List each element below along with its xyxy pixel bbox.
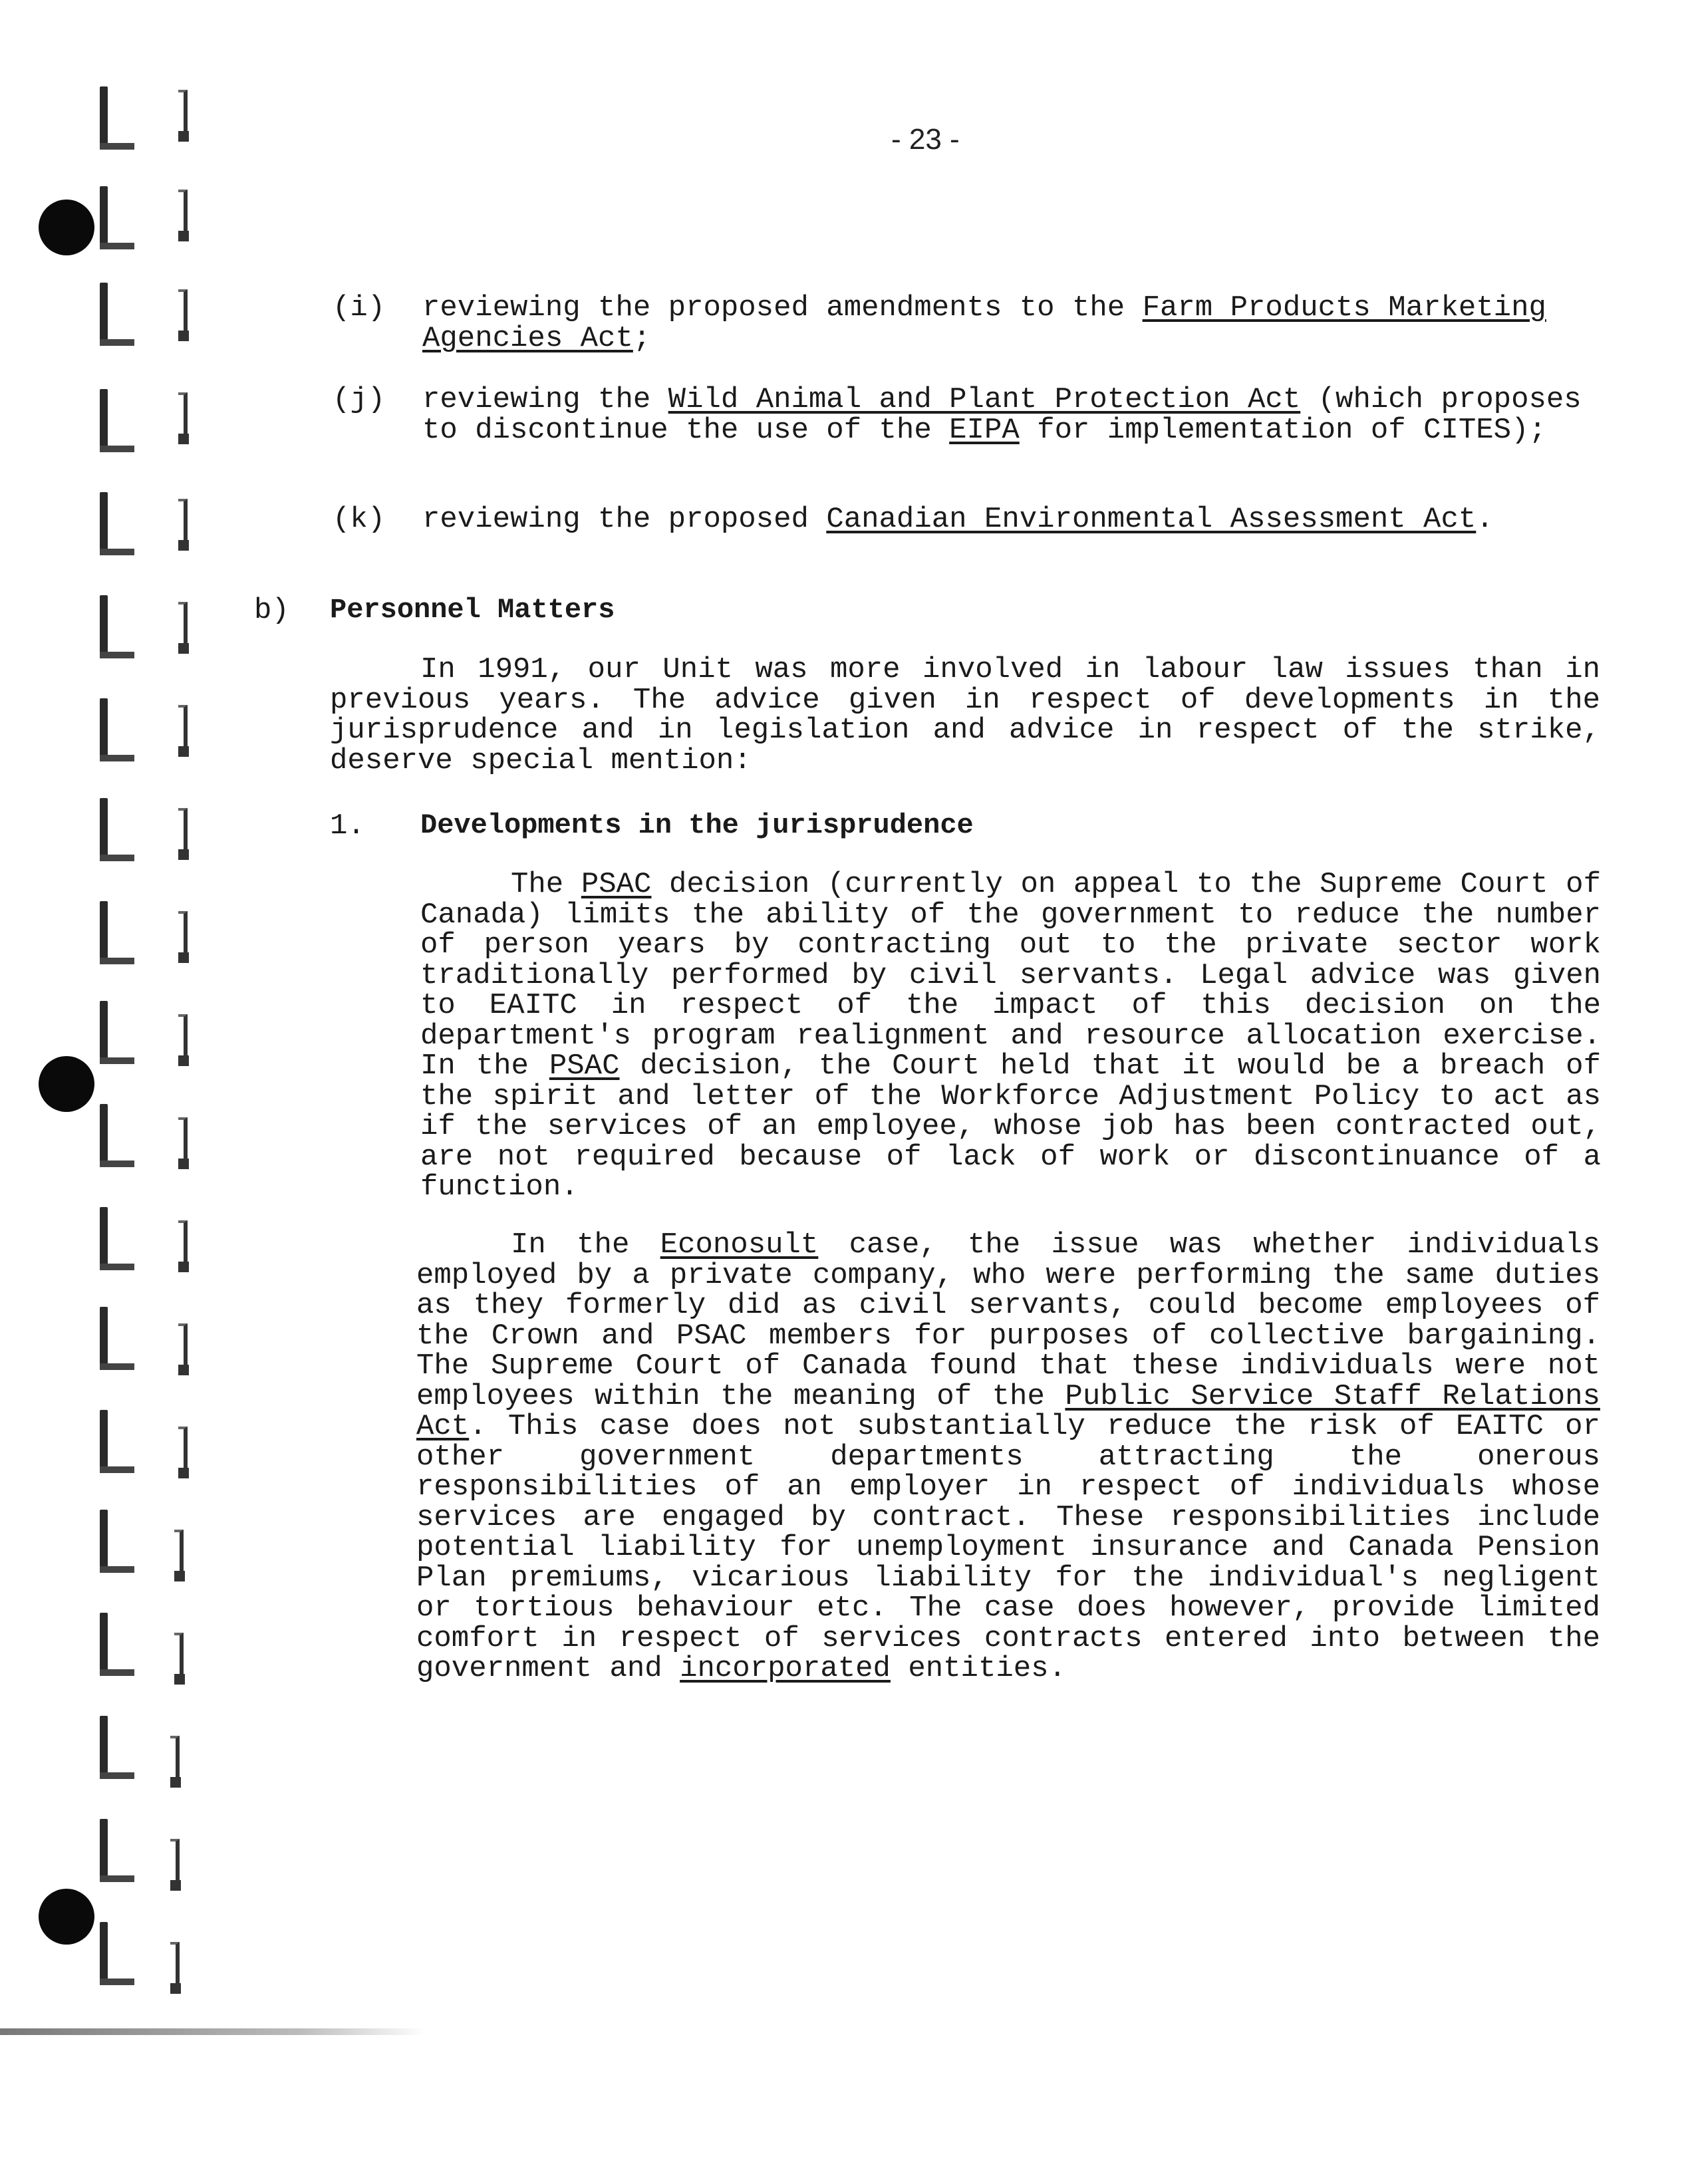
emphasis-incorporated: incorporated [680,1652,891,1685]
paragraph-text: . This case does not substantially reduce the risk of EAITC or other government departments attracting the onerous responsibilities of an employer in respect of individuals whose services are engaged by contract. These responsibilities include potential liability for unemployment insurance and Canada Pension Plan premiums, vicarious liability for the individual's negligent or tortious behaviour etc. The case does however, provide limited comfort in respect of services contracts entered into between the government and [416,1410,1600,1685]
binder-ring-right [178,911,188,954]
list-marker: (j) [333,383,386,416]
binder-ring-right [178,1014,188,1057]
binder-ring-right [174,1633,184,1675]
section-label: b) [254,594,289,627]
list-item-text [422,504,1603,535]
binder-ring-left [100,1001,108,1064]
intro-text: In 1991, our Unit was more involved in labour law issues than in previous years. The advice given in respect of developments in the jurisprudence and in legislation and advice in respect of the strike, deserve special mention: [330,653,1600,777]
list-item-text [422,293,1603,354]
punch-hole-middle [39,1056,94,1112]
binder-ring-left [100,283,108,346]
binder-ring-right [170,1736,180,1778]
paragraph-text: In the [511,1228,660,1262]
binder-ring-right [178,190,188,232]
act-abbreviation: EIPA [949,414,1020,447]
binder-ring-right [178,705,188,748]
binder-ring-right [170,1839,180,1881]
binder-ring-right [178,289,188,332]
case-name-econosult: Econosult [660,1228,819,1262]
list-text: reviewing the proposed amendments to the [422,291,1143,325]
list-text-suffix: . [1476,503,1494,536]
paragraph-text: entities. [890,1652,1066,1685]
list-text: reviewing the proposed [422,503,827,536]
binder-ring-left [100,1104,108,1167]
binder-ring-left [100,86,108,150]
binder-ring-right [178,808,188,851]
act-title: Public Service Staff Relations Act [416,1379,1600,1443]
binder-ring-right [178,499,188,541]
binder-ring-left [100,698,108,761]
binder-ring-right [178,1117,188,1160]
binder-ring-left [100,1819,108,1882]
binder-margin [0,0,219,2062]
binder-ring-left [100,1307,108,1370]
punch-hole-bottom [39,1889,94,1945]
binder-ring-left [100,389,108,452]
binder-ring-right [178,90,188,132]
binder-ring-right [178,392,188,435]
binder-ring-left [100,1510,108,1573]
binder-ring-right [178,1323,188,1366]
paragraph-text: case, the issue was whether individuals employed by a private company, who were performing the same duties as they formerly did as civil servants, could become employees of the Crown and PSAC members for purposes of collective bargaining. The Supreme Court of Canada found that these individuals were not employees within the meaning of the [416,1228,1600,1413]
binder-ring-left [100,1207,108,1270]
paragraph-text: decision, the Court held that it would be a breach of the spirit and letter of the Workforce Adjustment Policy to act as if the services of an employee, whose job has been contracted out, are not required because of lack of work or discontinuance of a function. [420,1049,1601,1204]
binder-ring-left [100,1716,108,1779]
act-title: Wild Animal and Plant Protection Act [668,383,1301,416]
list-text: reviewing the [422,383,668,416]
binder-ring-right [178,1427,188,1469]
list-text-suffix: for implementation of CITES); [1019,414,1546,447]
binder-ring-left [100,492,108,555]
act-title: Canadian Environmental Assessment Act [826,503,1477,536]
section-title: Personnel Matters [330,594,615,626]
page-number: - 23 - [891,123,960,156]
paragraph-text: decision (currently on appeal to the Supreme Court of Canada) limits the ability of the government to reduce the number of person years by contracting out to the private sector work traditionally performed by civil servants. Legal advice was given to EAITC in respect of the impact of this decision on the department's program realignment and resource allocation exercise. In the [420,868,1601,1083]
binder-ring-left [100,1613,108,1676]
paragraph-econosult [416,1230,1600,1685]
binder-ring-left [100,1922,108,1985]
paragraph-psac [420,870,1601,1203]
list-text-suffix: ; [633,322,651,355]
binder-ring-right [178,1220,188,1263]
case-name-psac: PSAC [549,1049,620,1083]
act-title: Farm Products Marketing Agencies Act [422,291,1546,355]
punch-hole-top [39,200,94,255]
binder-ring-left [100,901,108,964]
subsection-label: 1. [330,809,365,843]
binder-ring-left [100,1410,108,1473]
section-intro [330,655,1600,776]
list-text-middle: (which proposes to discontinue the use of the [422,383,1582,447]
case-name-psac: PSAC [581,868,652,901]
binder-ring-left [100,186,108,249]
binder-ring-left [100,595,108,658]
list-marker: (k) [333,503,386,536]
binder-ring-left [100,798,108,861]
binder-ring-right [170,1942,180,1984]
list-item-text [422,384,1603,446]
paragraph-text: The [511,868,581,901]
scan-edge-shadow [0,2028,426,2035]
binder-ring-right [174,1530,184,1572]
list-marker: (i) [333,291,386,325]
subsection-title: Developments in the jurisprudence [420,809,974,841]
binder-ring-right [178,602,188,644]
